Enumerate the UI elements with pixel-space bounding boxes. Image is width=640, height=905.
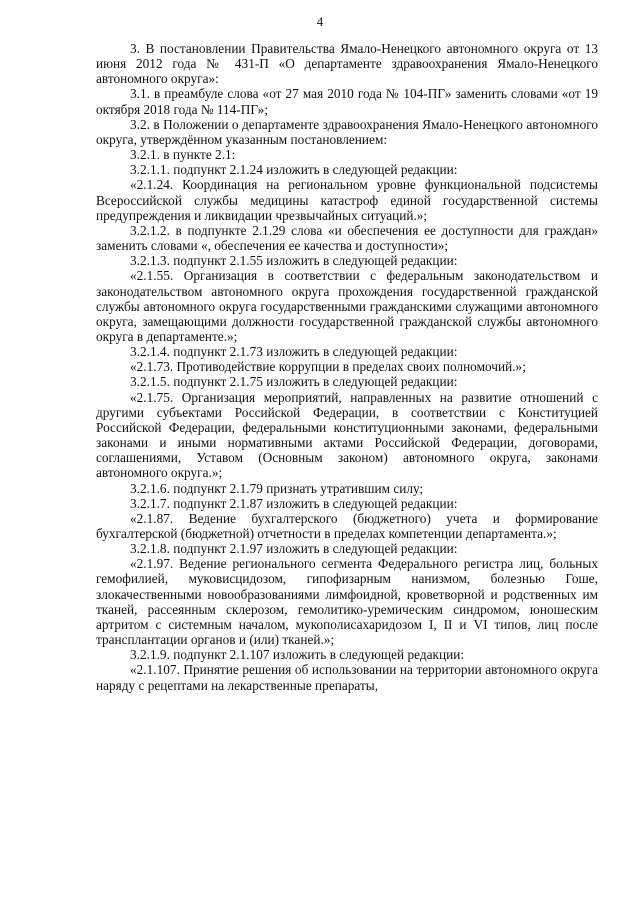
paragraph-3-2-1: 3.2.1. в пункте 2.1: xyxy=(130,147,236,163)
paragraph-3: 3. В постановлении Правительства Ямало-Ненецкого автономного округа от 13 июня 2012 года № 431-П «О департаменте здравоохранения Ямало-Ненецкого автономного округа»: xyxy=(96,41,598,87)
paragraph-3-2-1-8: 3.2.1.8. подпункт 2.1.97 изложить в следующей редакции: xyxy=(130,541,458,557)
quote-2-1-97: «2.1.97. Ведение регионального сегмента Федерального регистра лиц, больных гемофилией, муковисцидозом, гипофизарным нанизмом, болезнью Гоше, злокачественными новообразованиями лимфоидной, кроветворной и родственных им тканей, рассеянным склерозом, гемолитико-уремическим синдромом, юношеским артритом с системным началом, мукополисахаридозом I, II и VI типов, лиц после трансплантации органов и (или) тканей.»; xyxy=(96,556,598,648)
paragraph-3-2-1-9: 3.2.1.9. подпункт 2.1.107 изложить в следующей редакции: xyxy=(130,647,465,663)
quote-2-1-107: «2.1.107. Принятие решения об использовании на территории автономного округа наряду с рецептами на лекарственные препараты, xyxy=(96,662,598,693)
paragraph-3-2: 3.2. в Положении о департаменте здравоохранения Ямало-Ненецкого автономного округа, утверждённом указанным постановлением: xyxy=(96,116,598,147)
paragraph-3-2-1-3: 3.2.1.3. подпункт 2.1.55 изложить в следующей редакции: xyxy=(130,253,458,269)
paragraph-3-2-1-4: 3.2.1.4. подпункт 2.1.73 изложить в следующей редакции: xyxy=(130,344,458,360)
quote-2-1-24: «2.1.24. Координация на региональном уровне функциональной подсистемы Всероссийской службы медицины катастроф единой государственной системы предупреждения и ликвидации чрезвычайных ситуаций.»; xyxy=(96,177,598,223)
paragraph-3-2-1-5: 3.2.1.5. подпункт 2.1.75 изложить в следующей редакции: xyxy=(130,374,458,390)
paragraph-3-1: 3.1. в преамбуле слова «от 27 мая 2010 года № 104-ПГ» заменить словами «от 19 октября 2018 года № 114-ПГ»; xyxy=(96,86,598,117)
quote-2-1-55: «2.1.55. Организация в соответствии с федеральным законодательством и законодательством автономного округа прохождения государственной гражданской службы автономного округа государственными гражданскими служащими автономного округа, замещающими должности государственной гражданской службы автономного округа в департаменте.»; xyxy=(96,268,598,344)
document-body xyxy=(96,41,598,693)
page-number: 4 xyxy=(316,14,324,29)
paragraph-3-2-1-1: 3.2.1.1. подпункт 2.1.24 изложить в следующей редакции: xyxy=(130,162,458,178)
quote-2-1-87: «2.1.87. Ведение бухгалтерского (бюджетного) учета и формирование бухгалтерской (бюджетной) отчетности в пределах компетенции департамента.»; xyxy=(96,510,598,541)
paragraph-3-2-1-6: 3.2.1.6. подпункт 2.1.79 признать утратившим силу; xyxy=(130,480,424,496)
paragraph-3-2-1-7: 3.2.1.7. подпункт 2.1.87 изложить в следующей редакции: xyxy=(130,495,458,511)
paragraph-3-2-1-2: 3.2.1.2. в подпункте 2.1.29 слова «и обеспечения ее доступности для граждан» заменить словами «, обеспечения ее качества и доступности»; xyxy=(96,222,598,254)
quote-2-1-73: «2.1.73. Противодействие коррупции в пределах своих полномочий.»; xyxy=(130,359,526,375)
quote-2-1-75: «2.1.75. Организация мероприятий, направленных на развитие отношений с другими субъектами Российской Федерации, в соответствии с Конституцией Российской Федерации, федеральными конституционными законами, федеральными законами и иными нормативными актами Российской Федерации, договорами, соглашениями, Уставом (Основным законом) автономного округа, законами автономного округа.»; xyxy=(96,389,598,481)
